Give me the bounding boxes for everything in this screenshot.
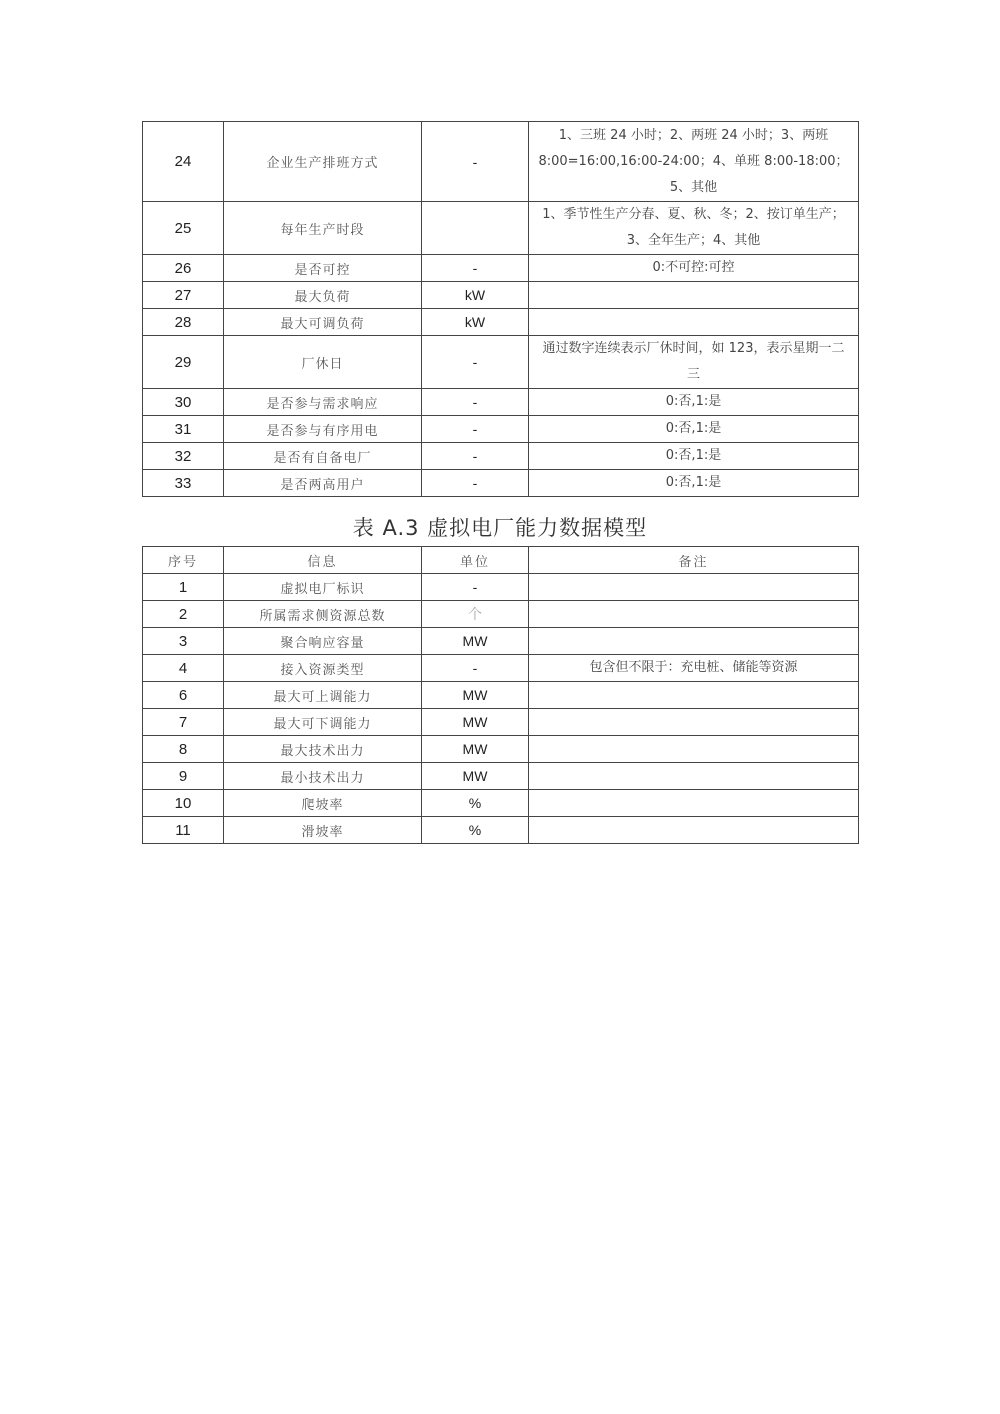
- table-row: [143, 790, 859, 817]
- unit-cell: -: [422, 122, 529, 202]
- vpp-capability-table: [142, 546, 859, 844]
- unit-cell: %: [422, 817, 529, 844]
- unit-cell: kW: [422, 309, 529, 336]
- info-cell: 是否有自备电厂: [224, 443, 422, 470]
- info-cell: 是否参与需求响应: [224, 389, 422, 416]
- table-row: [143, 628, 859, 655]
- info-cell: 是否参与有序用电: [224, 416, 422, 443]
- row-number: 28: [143, 309, 224, 336]
- row-number: 11: [143, 817, 224, 844]
- remark-cell: 0:否,1:是: [529, 416, 859, 443]
- table-row: [143, 682, 859, 709]
- row-number: 6: [143, 682, 224, 709]
- remark-cell: [529, 628, 859, 655]
- row-number: 1: [143, 574, 224, 601]
- info-cell: 最小技术出力: [224, 763, 422, 790]
- table-row: [143, 122, 859, 202]
- table-row: [143, 282, 859, 309]
- unit-cell: MW: [422, 682, 529, 709]
- info-cell: 最大负荷: [224, 282, 422, 309]
- row-number: 27: [143, 282, 224, 309]
- remark-cell: 1、季节性生产分春、夏、秋、冬；2、按订单生产；3、全年生产；4、其他: [529, 202, 859, 255]
- remark-cell: [529, 709, 859, 736]
- info-cell: 是否两高用户: [224, 470, 422, 497]
- remark-cell: [529, 601, 859, 628]
- row-number: 25: [143, 202, 224, 255]
- unit-cell: MW: [422, 763, 529, 790]
- table-row: [143, 255, 859, 282]
- remark-cell: 通过数字连续表示厂休时间，如 123，表示星期一二三: [529, 336, 859, 389]
- remark-cell: 0:否,1:是: [529, 389, 859, 416]
- row-number: 2: [143, 601, 224, 628]
- row-number: 9: [143, 763, 224, 790]
- remark-cell: 包含但不限于：充电桩、储能等资源: [529, 655, 859, 682]
- table-row: [143, 336, 859, 389]
- table-row: [143, 655, 859, 682]
- unit-cell: MW: [422, 709, 529, 736]
- info-cell: 最大技术出力: [224, 736, 422, 763]
- continued-data-table: [142, 121, 859, 497]
- unit-cell: -: [422, 389, 529, 416]
- table-row: [143, 470, 859, 497]
- info-cell: 虚拟电厂标识: [224, 574, 422, 601]
- unit-cell: %: [422, 790, 529, 817]
- remark-cell: [529, 309, 859, 336]
- unit-cell: -: [422, 574, 529, 601]
- row-number: 30: [143, 389, 224, 416]
- header-no: 序号: [143, 547, 224, 574]
- unit-cell: -: [422, 416, 529, 443]
- remark-cell: [529, 790, 859, 817]
- table-row: [143, 202, 859, 255]
- table-row: [143, 443, 859, 470]
- table-row: [143, 763, 859, 790]
- unit-cell: kW: [422, 282, 529, 309]
- row-number: 7: [143, 709, 224, 736]
- info-cell: 最大可上调能力: [224, 682, 422, 709]
- info-cell: 接入资源类型: [224, 655, 422, 682]
- info-cell: 每年生产时段: [224, 202, 422, 255]
- remark-cell: 0:否,1:是: [529, 470, 859, 497]
- info-cell: 厂休日: [224, 336, 422, 389]
- table-row: [143, 574, 859, 601]
- remark-cell: [529, 682, 859, 709]
- table-row: [143, 389, 859, 416]
- info-cell: 最大可调负荷: [224, 309, 422, 336]
- remark-cell: [529, 282, 859, 309]
- table-row: [143, 736, 859, 763]
- row-number: 26: [143, 255, 224, 282]
- unit-cell: -: [422, 470, 529, 497]
- table-row: [143, 416, 859, 443]
- unit-cell: 个: [422, 601, 529, 628]
- row-number: 10: [143, 790, 224, 817]
- unit-cell: -: [422, 336, 529, 389]
- unit-cell: [422, 202, 529, 255]
- unit-cell: -: [422, 655, 529, 682]
- row-number: 3: [143, 628, 224, 655]
- unit-cell: MW: [422, 736, 529, 763]
- unit-cell: MW: [422, 628, 529, 655]
- row-number: 24: [143, 122, 224, 202]
- row-number: 4: [143, 655, 224, 682]
- info-cell: 最大可下调能力: [224, 709, 422, 736]
- header-unit: 单位: [422, 547, 529, 574]
- info-cell: 企业生产排班方式: [224, 122, 422, 202]
- table-row: [143, 309, 859, 336]
- remark-cell: [529, 817, 859, 844]
- row-number: 8: [143, 736, 224, 763]
- header-remark: 备注: [529, 547, 859, 574]
- remark-cell: 0:否,1:是: [529, 443, 859, 470]
- row-number: 33: [143, 470, 224, 497]
- info-cell: 聚合响应容量: [224, 628, 422, 655]
- remark-cell: 0:不可控:可控: [529, 255, 859, 282]
- info-cell: 滑坡率: [224, 817, 422, 844]
- table-a3-title: 表 A.3 虚拟电厂能力数据模型: [352, 516, 648, 540]
- row-number: 29: [143, 336, 224, 389]
- remark-cell: [529, 736, 859, 763]
- table-header-row: [143, 547, 859, 574]
- info-cell: 是否可控: [224, 255, 422, 282]
- row-number: 32: [143, 443, 224, 470]
- remark-cell: [529, 574, 859, 601]
- header-info: 信息: [224, 547, 422, 574]
- unit-cell: -: [422, 443, 529, 470]
- table-row: [143, 601, 859, 628]
- info-cell: 爬坡率: [224, 790, 422, 817]
- table-row: [143, 709, 859, 736]
- info-cell: 所属需求侧资源总数: [224, 601, 422, 628]
- row-number: 31: [143, 416, 224, 443]
- unit-cell: -: [422, 255, 529, 282]
- remark-cell: 1、三班 24 小时；2、两班 24 小时；3、两班 8:00=16:00,16:00-24:00；4、单班 8:00-18:00；5、其他: [529, 122, 859, 202]
- remark-cell: [529, 763, 859, 790]
- table-row: [143, 817, 859, 844]
